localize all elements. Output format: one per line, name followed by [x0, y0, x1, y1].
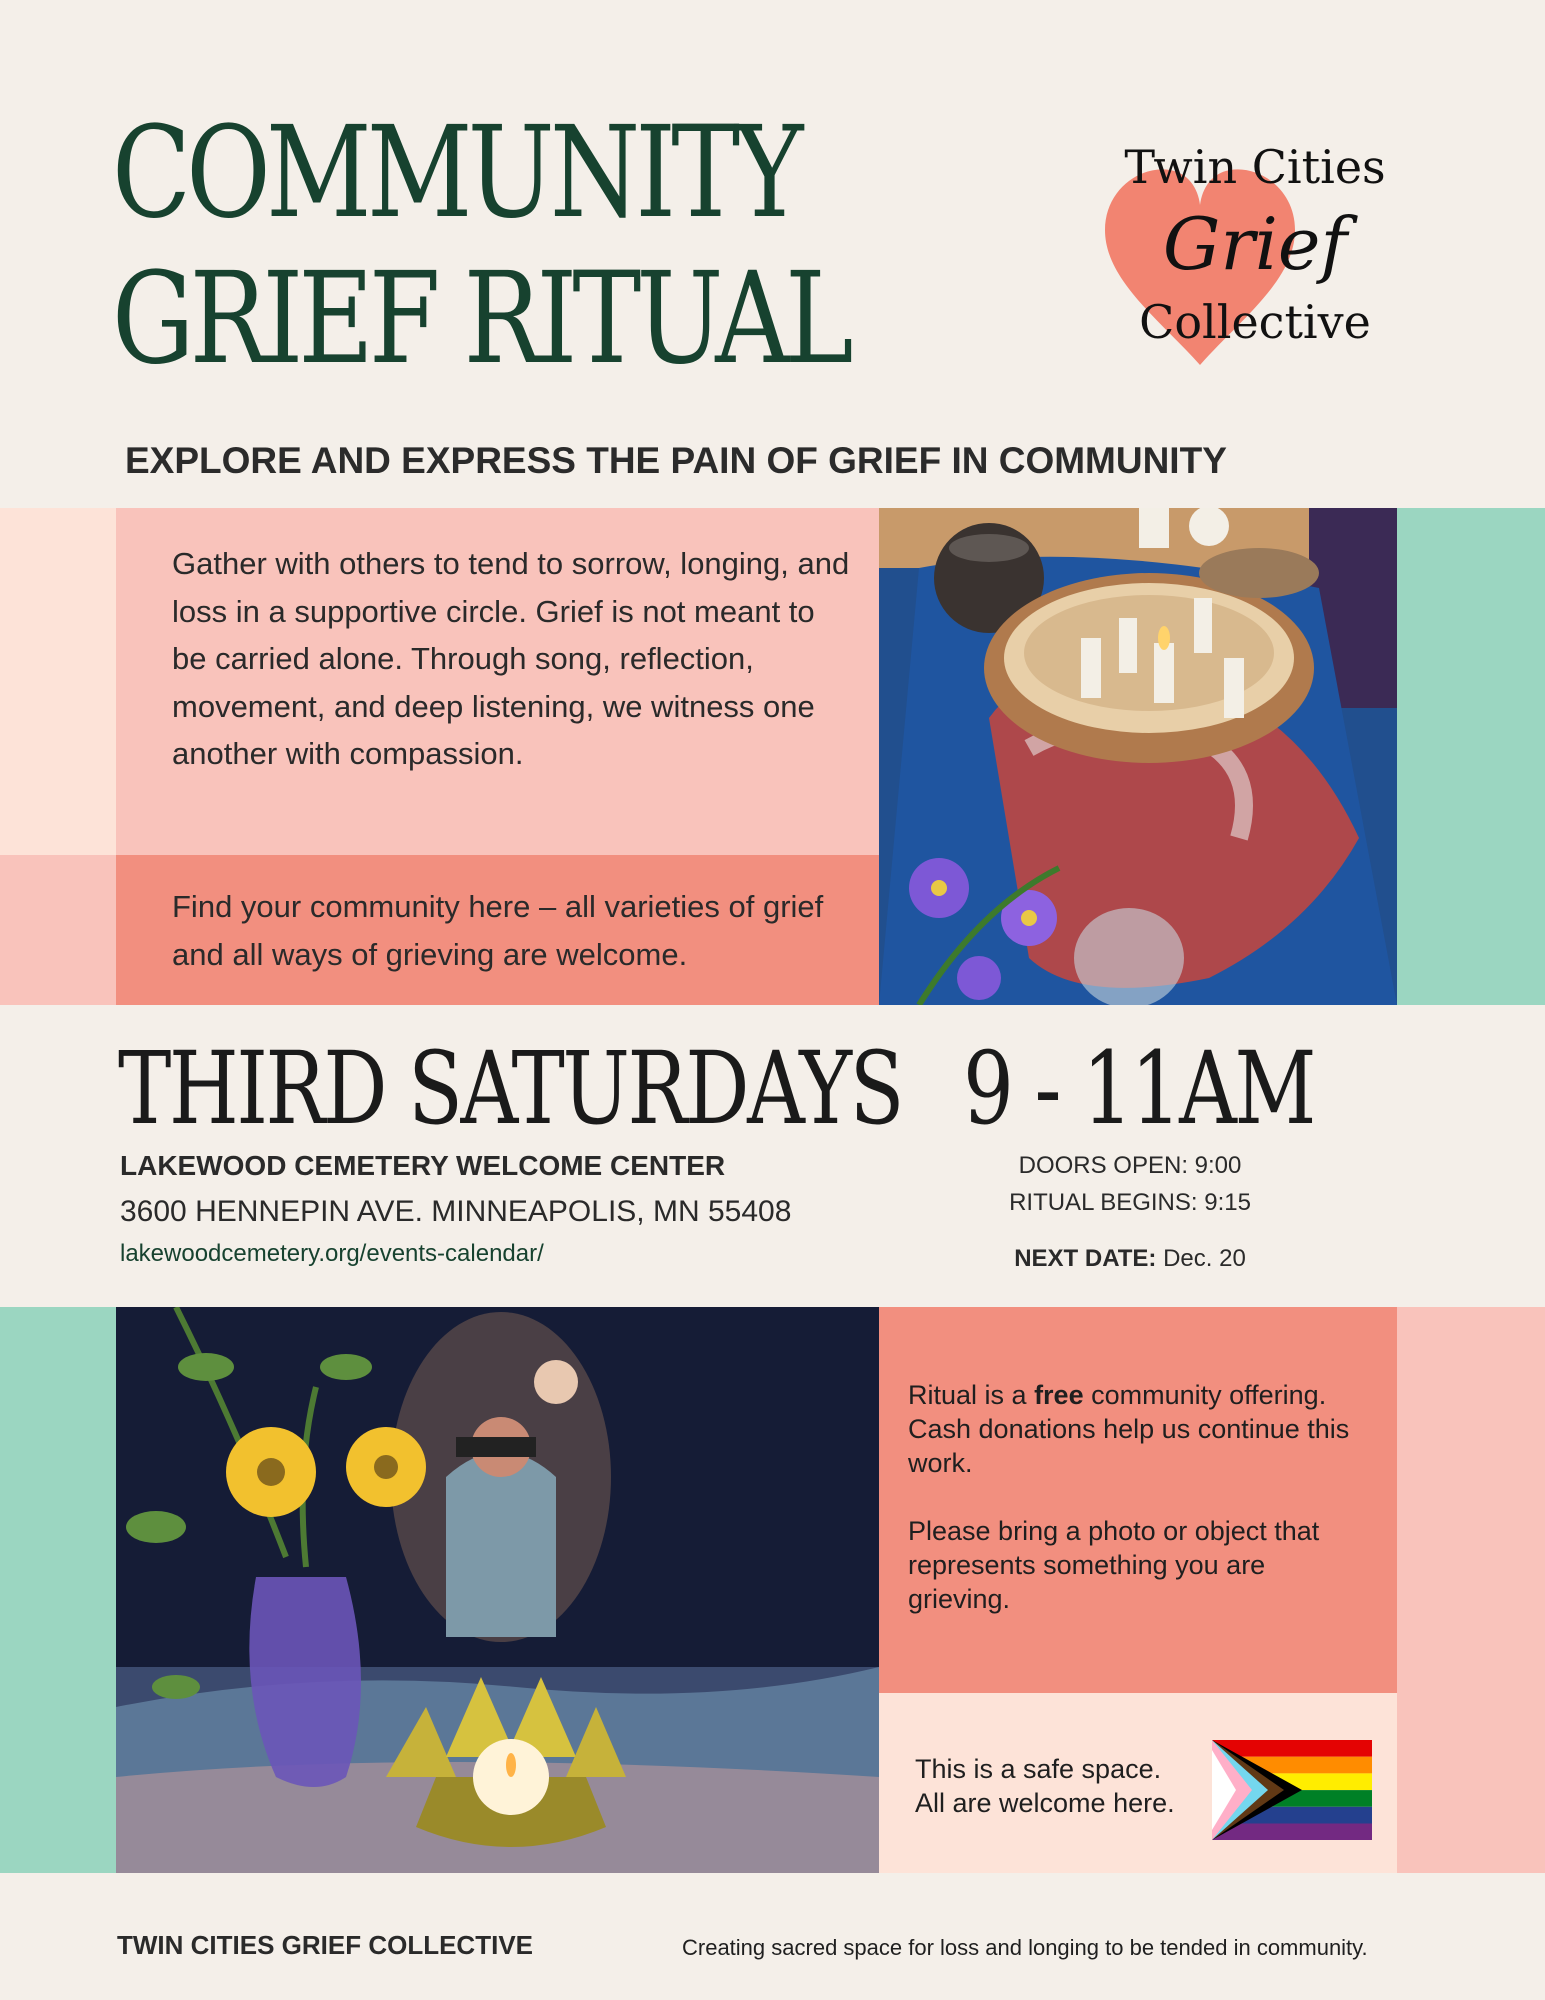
- next-date-label: NEXT DATE:: [1014, 1245, 1157, 1272]
- tagline: EXPLORE AND EXPRESS THE PAIN OF GRIEF IN COMMUNITY: [125, 440, 1227, 481]
- flowers-lotus-candle-photo: [116, 1307, 879, 1873]
- footer-org-name: TWIN CITIES GRIEF COLLECTIVE: [117, 1930, 533, 1960]
- logo-line-1: Twin Cities: [1124, 140, 1386, 194]
- pink-side-block: [0, 855, 116, 1005]
- safe-space-text: [915, 1752, 1215, 1820]
- title-line-2: GRIEF RITUAL: [112, 245, 849, 392]
- offering-line-1: [908, 1378, 1368, 1480]
- schedule-time: 9 - 11AM: [963, 1030, 1315, 1147]
- page-title: [112, 99, 849, 392]
- offering-free: free: [1034, 1380, 1084, 1410]
- venue-address: 3600 HENNEPIN AVE. MINNEAPOLIS, MN 55408: [120, 1195, 792, 1228]
- mint-left-block: [0, 1307, 116, 1873]
- peach-side-block: [0, 508, 116, 855]
- doors-open: DOORS OPEN: 9:00: [1018, 1152, 1242, 1179]
- intro-paragraph: Gather with others to tend to sorrow, longing, and loss in a supportive circle. Grief is not meant to be carried alone. Through song, reflection, movement, and deep listening, we witness one another with compassion.: [172, 546, 850, 771]
- ritual-begins: RITUAL BEGINS: 9:15: [1009, 1189, 1251, 1216]
- offering-line-1-pre: Ritual is a: [908, 1380, 1035, 1410]
- events-calendar-link[interactable]: lakewoodcemetery.org/events-calendar/: [120, 1240, 544, 1267]
- footer-mission: Creating sacred space for loss and longing to be tended in community.: [682, 1935, 1368, 1960]
- offering-line-1-post: community offering. Cash donations help us continue this work.: [908, 1380, 1350, 1478]
- next-date: [930, 1245, 1330, 1273]
- twin-cities-grief-collective-logo: [1090, 130, 1420, 380]
- title-line-1: COMMUNITY: [112, 99, 799, 246]
- schedule-day: THIRD SATURDAYS: [118, 1030, 903, 1147]
- logo-line-2: Grief: [1162, 202, 1348, 286]
- safe-space-line-2: All are welcome here.: [915, 1788, 1175, 1818]
- logo-line-3: Collective: [1139, 295, 1371, 349]
- progress-pride-flag-icon: [1212, 1740, 1372, 1840]
- next-date-value: Dec. 20: [1163, 1245, 1246, 1272]
- welcome-paragraph: Find your community here – all varieties of grief and all ways of grieving are welcome.: [172, 889, 824, 972]
- offering-text: [908, 1378, 1368, 1650]
- safe-space-line-1: This is a safe space.: [915, 1754, 1162, 1784]
- offering-line-2: Please bring a photo or object that represents something you are grieving.: [908, 1516, 1320, 1614]
- mint-side-block: [1397, 508, 1545, 1005]
- pink-right-block: [1397, 1307, 1545, 1873]
- candle-altar-photo: [879, 508, 1397, 1005]
- venue-name: LAKEWOOD CEMETERY WELCOME CENTER: [120, 1150, 726, 1181]
